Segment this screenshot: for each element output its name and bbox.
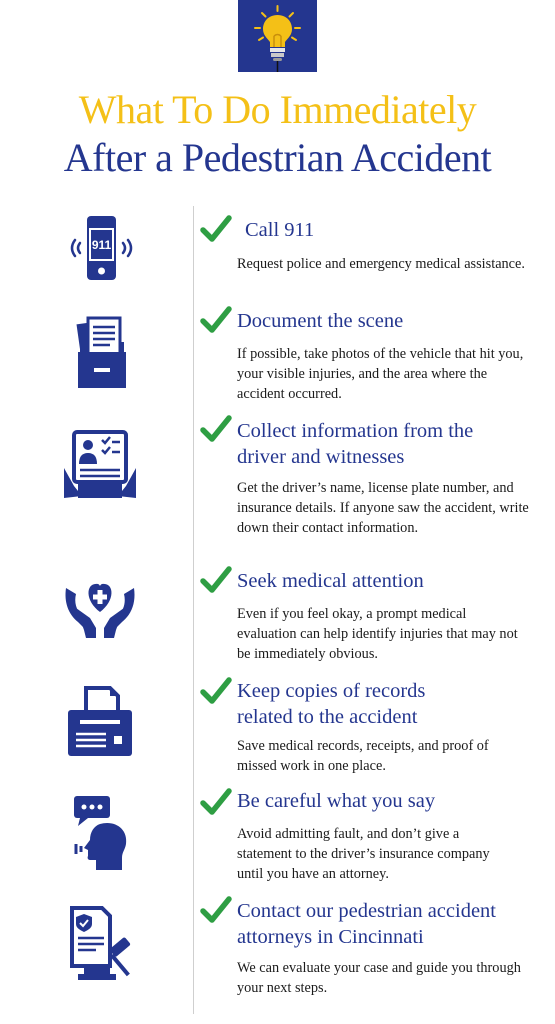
step-description: Save medical records, receipts, and proof of missed work in one place.	[237, 738, 489, 774]
checkmark-icon	[200, 895, 232, 925]
phone-911-text: 911	[91, 238, 112, 252]
speaking-head-icon	[60, 792, 140, 872]
step-description: Avoid admitting fault, and don’t give a statement to the driver’s insurance company until you have an attorney.	[237, 826, 490, 882]
legal-document-gavel-icon	[60, 904, 140, 984]
step-description: Get the driver’s name, license plate number, and insurance details. If anyone saw the accident, write down their contact information.	[237, 480, 529, 536]
lightbulb-icon	[238, 0, 317, 72]
step-title: Call 911	[245, 219, 315, 241]
vertical-divider	[193, 206, 194, 1014]
hands-heart-icon	[60, 566, 140, 646]
printer-records-icon	[60, 684, 140, 764]
step-title: Collect information from the driver and witnesses	[237, 420, 474, 468]
step-title: Seek medical attention	[237, 570, 424, 592]
step-description: Request police and emergency medical assistance.	[237, 256, 525, 272]
checkmark-icon	[200, 565, 232, 595]
step-title: Document the scene	[237, 310, 404, 332]
checkmark-icon	[200, 214, 232, 244]
logo-box	[238, 0, 317, 72]
checkmark-icon	[200, 787, 232, 817]
step-description: We can evaluate your case and guide you through your next steps.	[237, 960, 521, 996]
page-title-line-2: After a Pedestrian Accident	[63, 135, 492, 180]
documents-folder-icon	[60, 312, 140, 392]
step-title: Be careful what you say	[237, 790, 436, 812]
clipboard-witness-icon	[60, 426, 140, 506]
checkmark-icon	[200, 414, 232, 444]
step-description: If possible, take photos of the vehicle that hit you, your visible injuries, and the area where the accident occurred.	[237, 346, 524, 402]
step-description: Even if you feel okay, a prompt medical evaluation can help identify injuries that may not be immediately obvious.	[237, 606, 518, 662]
page-title-line-1: What To Do Immediately	[78, 87, 477, 132]
checkmark-icon	[200, 676, 232, 706]
phone-911-icon	[60, 212, 140, 292]
step-title: Keep copies of records related to the accident	[237, 680, 426, 728]
checkmark-icon	[200, 305, 232, 335]
step-title: Contact our pedestrian accident attorneys in Cincinnati	[237, 900, 496, 948]
